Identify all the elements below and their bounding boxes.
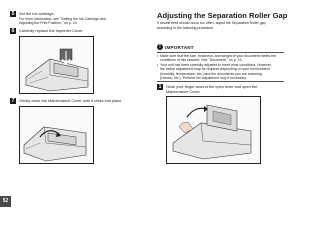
important-bullet-2-line1: • Your unit has been carefully adjusted to meet most conditions. However, <box>160 63 272 67</box>
step-6-text: Carefully replace the Imprinter Cover. <box>19 27 84 33</box>
step-1-number: 1 <box>158 84 162 90</box>
maintenance-cover-illustration <box>19 106 94 164</box>
intro-line1: If double feed should occur too often, adjust the Separation Roller gap <box>157 21 266 25</box>
step-7-text: Gently close the Maintenance Cover until it clicks into place. <box>19 97 123 103</box>
step-5-number: 5 <box>11 11 15 17</box>
step-7-number: 7 <box>11 98 15 104</box>
imprinter-cover-illustration <box>19 36 94 94</box>
section-title: Adjusting the Separation Roller Gap <box>157 11 288 20</box>
step-1-line1: Hook your finger around the open lever and open the <box>166 83 258 89</box>
important-bullet-1-line1: • Make sure that the size, thickness, and weight of your document meets the <box>160 54 276 58</box>
important-label: IMPORTANT <box>165 44 194 50</box>
important-icon: ! <box>157 44 163 50</box>
intro-line2: according to the following procedure. <box>157 25 215 30</box>
page-number: 52 <box>0 196 11 207</box>
step-6-number: 6 <box>11 28 15 34</box>
step-5-note-line1: For more information, see "Setting the Ink Cartridge and <box>19 16 106 21</box>
important-bullet-1-line2: conditions of this scanner. See "Document," on p. 13. <box>160 58 243 63</box>
important-bullet-2-line4: (checks, etc.). Perform the adjustment only if necessary. <box>160 75 247 80</box>
open-lever-illustration <box>166 96 261 164</box>
important-bullet-2-line3: (humidity, temperature, etc.) and the documents you are scanning <box>160 71 262 76</box>
step-1-line2: Maintenance Cover. <box>166 88 201 94</box>
step-5-text: Set the ink cartridge. <box>19 10 55 16</box>
important-top-divider <box>157 52 284 53</box>
important-bottom-divider <box>157 81 284 82</box>
important-bullet-2-line2: the below adjustment may be required depending on your environment <box>160 67 270 72</box>
step-5-note-line2: Adjusting the Print Position," on p. 24. <box>19 21 78 25</box>
